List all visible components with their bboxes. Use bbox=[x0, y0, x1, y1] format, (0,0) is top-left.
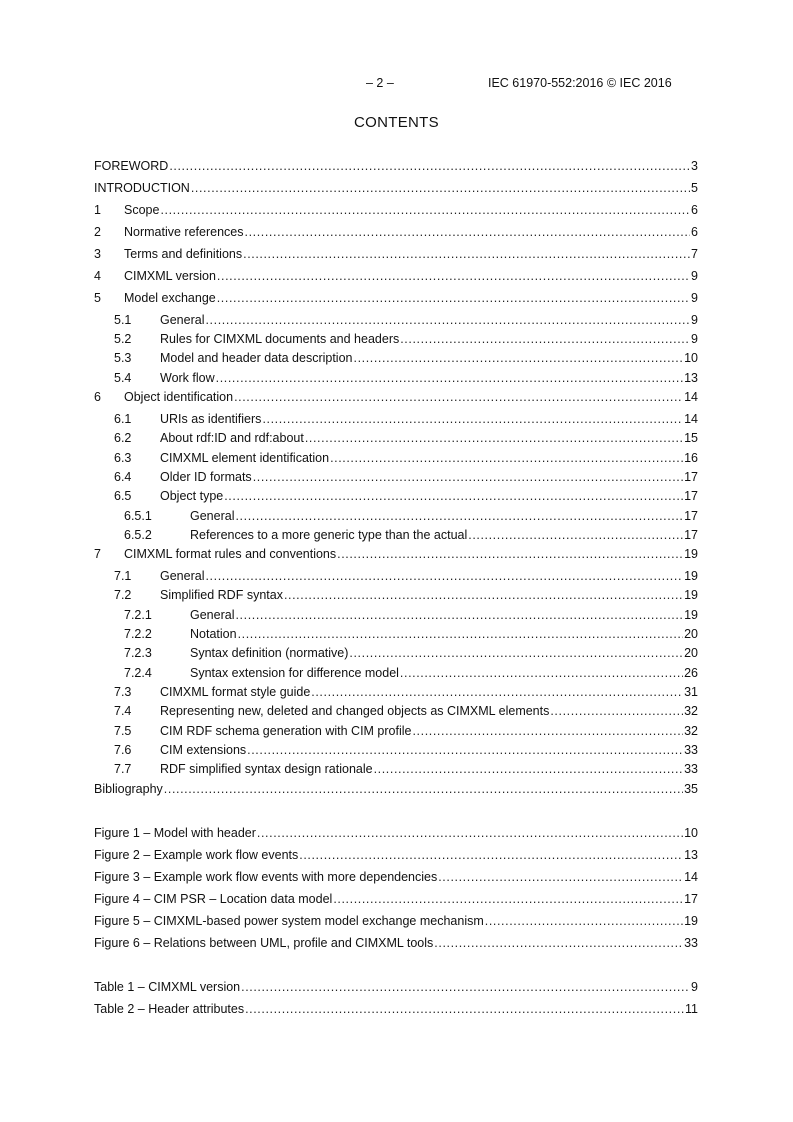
leader-dots bbox=[205, 569, 683, 583]
toc-number: 6 bbox=[94, 390, 101, 404]
leader-dots bbox=[224, 489, 683, 503]
leader-dots bbox=[245, 1002, 684, 1016]
contents-title: CONTENTS bbox=[354, 114, 439, 131]
leader-dots bbox=[247, 743, 683, 757]
leader-dots bbox=[191, 181, 690, 195]
toc-title: Object type bbox=[160, 489, 224, 503]
toc-number: 7.1 bbox=[114, 569, 132, 583]
toc-number: 6.5.2 bbox=[124, 528, 152, 542]
toc-entry[interactable] bbox=[94, 269, 698, 285]
leader-dots bbox=[217, 291, 690, 305]
toc-page: 26 bbox=[684, 666, 698, 680]
figure-entry[interactable] bbox=[94, 848, 698, 864]
leader-dots bbox=[434, 936, 683, 950]
figure-title: Figure 6 – Relations between UML, profile and CIMXML tools bbox=[94, 936, 434, 950]
toc-entry[interactable] bbox=[94, 371, 698, 387]
toc-entry[interactable] bbox=[94, 646, 698, 662]
toc-number: 7.2.1 bbox=[124, 608, 152, 622]
toc-title: Scope bbox=[124, 203, 160, 217]
leader-dots bbox=[305, 431, 683, 445]
page-number: – 2 – bbox=[366, 76, 394, 90]
leader-dots bbox=[349, 646, 683, 660]
toc-entry[interactable] bbox=[94, 225, 698, 241]
toc-number: 4 bbox=[94, 269, 101, 283]
figure-entry[interactable] bbox=[94, 870, 698, 886]
toc-number: 6.5 bbox=[114, 489, 132, 503]
standard-reference: IEC 61970-552:2016 © IEC 2016 bbox=[488, 76, 672, 90]
toc-title: Simplified RDF syntax bbox=[160, 588, 283, 602]
toc-entry[interactable] bbox=[94, 181, 698, 197]
toc-page: 5 bbox=[691, 181, 698, 195]
toc-number: 5.3 bbox=[114, 351, 132, 365]
toc-entry[interactable] bbox=[94, 351, 698, 367]
toc-title: Model and header data description bbox=[160, 351, 353, 365]
toc-entry[interactable] bbox=[94, 743, 698, 759]
leader-dots bbox=[160, 203, 690, 217]
toc-page: 17 bbox=[684, 489, 698, 503]
toc-page: 19 bbox=[684, 547, 698, 561]
toc-number: 6.4 bbox=[114, 470, 132, 484]
toc-number: 2 bbox=[94, 225, 101, 239]
toc-page: 35 bbox=[684, 782, 698, 796]
leader-dots bbox=[550, 704, 683, 718]
toc-page: 19 bbox=[684, 588, 698, 602]
leader-dots bbox=[257, 826, 683, 840]
leader-dots bbox=[235, 608, 683, 622]
toc-entry[interactable] bbox=[94, 608, 698, 624]
leader-dots bbox=[400, 666, 683, 680]
toc-entry[interactable] bbox=[94, 412, 698, 428]
toc-page: 20 bbox=[684, 627, 698, 641]
leader-dots bbox=[262, 412, 683, 426]
toc-number: 6.3 bbox=[114, 451, 132, 465]
toc-page: 15 bbox=[684, 431, 698, 445]
toc-page: 33 bbox=[684, 743, 698, 757]
figure-entry[interactable] bbox=[94, 892, 698, 908]
toc-page: 9 bbox=[691, 313, 698, 327]
leader-dots bbox=[164, 782, 683, 796]
toc-page: 19 bbox=[684, 608, 698, 622]
toc-page: 9 bbox=[691, 332, 698, 346]
figure-entry[interactable] bbox=[94, 936, 698, 952]
leader-dots bbox=[354, 351, 684, 365]
leader-dots bbox=[311, 685, 683, 699]
toc-title: Model exchange bbox=[124, 291, 216, 305]
toc-entry[interactable] bbox=[94, 666, 698, 682]
leader-dots bbox=[468, 528, 683, 542]
toc-page: 19 bbox=[684, 569, 698, 583]
toc-title: CIM extensions bbox=[160, 743, 247, 757]
toc-page: 17 bbox=[684, 509, 698, 523]
table-entry[interactable] bbox=[94, 1002, 698, 1018]
figure-page: 10 bbox=[684, 826, 698, 840]
toc-page: 6 bbox=[691, 203, 698, 217]
toc-entry[interactable] bbox=[94, 569, 698, 585]
toc-number: 5.4 bbox=[114, 371, 132, 385]
figure-title: Figure 4 – CIM PSR – Location data model bbox=[94, 892, 333, 906]
figure-page: 17 bbox=[684, 892, 698, 906]
toc-entry[interactable] bbox=[94, 547, 698, 563]
toc-title: Terms and definitions bbox=[124, 247, 243, 261]
toc-title: Object identification bbox=[124, 390, 234, 404]
toc-title: About rdf:ID and rdf:about bbox=[160, 431, 304, 445]
toc-number: 5.2 bbox=[114, 332, 132, 346]
toc-title: RDF simplified syntax design rationale bbox=[160, 762, 373, 776]
figure-title: Figure 3 – Example work flow events with more dependencies bbox=[94, 870, 438, 884]
table-entry[interactable] bbox=[94, 980, 698, 996]
table-page: 9 bbox=[691, 980, 698, 994]
table-title: Table 2 – Header attributes bbox=[94, 1002, 245, 1016]
leader-dots bbox=[374, 762, 684, 776]
leader-dots bbox=[205, 313, 690, 327]
figure-entry[interactable] bbox=[94, 914, 698, 930]
toc-title: Bibliography bbox=[94, 782, 163, 796]
toc-entry[interactable] bbox=[94, 627, 698, 643]
toc-page: 9 bbox=[691, 269, 698, 283]
figure-title: Figure 1 – Model with header bbox=[94, 826, 256, 840]
toc-entry[interactable] bbox=[94, 313, 698, 329]
leader-dots bbox=[438, 870, 683, 884]
toc-title: Older ID formats bbox=[160, 470, 252, 484]
toc-title: Normative references bbox=[124, 225, 244, 239]
toc-entry[interactable] bbox=[94, 451, 698, 467]
toc-title: General bbox=[160, 569, 205, 583]
toc-title: Notation bbox=[190, 627, 237, 641]
toc-page: 32 bbox=[684, 724, 698, 738]
leader-dots bbox=[243, 247, 690, 261]
toc-title: CIMXML format rules and conventions bbox=[124, 547, 337, 561]
toc-title: Syntax definition (normative) bbox=[190, 646, 349, 660]
leader-dots bbox=[169, 159, 690, 173]
toc-title: General bbox=[190, 509, 235, 523]
toc-entry[interactable] bbox=[94, 247, 698, 263]
table-page: 11 bbox=[685, 1002, 698, 1016]
toc-number: 7 bbox=[94, 547, 101, 561]
leader-dots bbox=[253, 470, 683, 484]
toc-number: 6.5.1 bbox=[124, 509, 152, 523]
toc-entry[interactable] bbox=[94, 489, 698, 505]
figure-page: 13 bbox=[684, 848, 698, 862]
toc-entry[interactable] bbox=[94, 782, 698, 798]
toc-entry[interactable] bbox=[94, 291, 698, 307]
toc-title: General bbox=[190, 608, 235, 622]
toc-page: 17 bbox=[684, 470, 698, 484]
toc-entry[interactable] bbox=[94, 390, 698, 406]
toc-title: Syntax extension for difference model bbox=[190, 666, 399, 680]
toc-title: CIMXML version bbox=[124, 269, 216, 283]
toc-entry[interactable] bbox=[94, 159, 698, 175]
leader-dots bbox=[245, 225, 691, 239]
toc-entry[interactable] bbox=[94, 762, 698, 778]
toc-page: 13 bbox=[684, 371, 698, 385]
figure-page: 19 bbox=[684, 914, 698, 928]
leader-dots bbox=[216, 371, 683, 385]
leader-dots bbox=[333, 892, 683, 906]
toc-entry[interactable] bbox=[94, 528, 698, 544]
toc-entry[interactable] bbox=[94, 470, 698, 486]
toc-entry[interactable] bbox=[94, 203, 698, 219]
leader-dots bbox=[235, 509, 683, 523]
toc-page: 16 bbox=[684, 451, 698, 465]
leader-dots bbox=[337, 547, 683, 561]
figure-page: 33 bbox=[684, 936, 698, 950]
table-title: Table 1 – CIMXML version bbox=[94, 980, 241, 994]
leader-dots bbox=[238, 627, 684, 641]
toc-entry[interactable] bbox=[94, 588, 698, 604]
leader-dots bbox=[217, 269, 690, 283]
toc-title: Work flow bbox=[160, 371, 215, 385]
toc-number: 5 bbox=[94, 291, 101, 305]
toc-number: 6.2 bbox=[114, 431, 132, 445]
toc-title: CIM RDF schema generation with CIM profile bbox=[160, 724, 412, 738]
toc-title: Representing new, deleted and changed objects as CIMXML elements bbox=[160, 704, 550, 718]
leader-dots bbox=[330, 451, 683, 465]
toc-page: 31 bbox=[684, 685, 698, 699]
toc-number: 6.1 bbox=[114, 412, 132, 426]
toc-number: 7.6 bbox=[114, 743, 132, 757]
figure-title: Figure 2 – Example work flow events bbox=[94, 848, 299, 862]
toc-title: General bbox=[160, 313, 205, 327]
toc-number: 7.4 bbox=[114, 704, 132, 718]
toc-number: 3 bbox=[94, 247, 101, 261]
toc-page: 14 bbox=[684, 412, 698, 426]
toc-number: 7.2 bbox=[114, 588, 132, 602]
toc-entry[interactable] bbox=[94, 332, 698, 348]
toc-title: FOREWORD bbox=[94, 159, 169, 173]
leader-dots bbox=[284, 588, 683, 602]
toc-number: 7.2.2 bbox=[124, 627, 152, 641]
leader-dots bbox=[299, 848, 683, 862]
toc-entry[interactable] bbox=[94, 431, 698, 447]
toc-title: Rules for CIMXML documents and headers bbox=[160, 332, 400, 346]
toc-number: 7.7 bbox=[114, 762, 132, 776]
leader-dots bbox=[234, 390, 683, 404]
toc-number: 7.3 bbox=[114, 685, 132, 699]
toc-page: 7 bbox=[691, 247, 698, 261]
toc-page: 14 bbox=[684, 390, 698, 404]
figure-title: Figure 5 – CIMXML-based power system model exchange mechanism bbox=[94, 914, 484, 928]
toc-title: INTRODUCTION bbox=[94, 181, 190, 195]
toc-page: 20 bbox=[684, 646, 698, 660]
toc-page: 33 bbox=[684, 762, 698, 776]
toc-title: References to a more generic type than the actual bbox=[190, 528, 468, 542]
figure-page: 14 bbox=[684, 870, 698, 884]
leader-dots bbox=[400, 332, 690, 346]
toc-number: 7.5 bbox=[114, 724, 132, 738]
toc-title: CIMXML element identification bbox=[160, 451, 330, 465]
toc-entry[interactable] bbox=[94, 704, 698, 720]
toc-entry[interactable] bbox=[94, 724, 698, 740]
figure-entry[interactable] bbox=[94, 826, 698, 842]
toc-number: 5.1 bbox=[114, 313, 132, 327]
toc-number: 7.2.3 bbox=[124, 646, 152, 660]
toc-page: 6 bbox=[691, 225, 698, 239]
toc-title: URIs as identifiers bbox=[160, 412, 262, 426]
toc-entry[interactable] bbox=[94, 509, 698, 525]
toc-page: 10 bbox=[684, 351, 698, 365]
leader-dots bbox=[412, 724, 683, 738]
leader-dots bbox=[485, 914, 683, 928]
toc-number: 1 bbox=[94, 203, 101, 217]
toc-entry[interactable] bbox=[94, 685, 698, 701]
leader-dots bbox=[241, 980, 690, 994]
toc-number: 7.2.4 bbox=[124, 666, 152, 680]
toc-page: 17 bbox=[684, 528, 698, 542]
toc-page: 3 bbox=[691, 159, 698, 173]
toc-page: 9 bbox=[691, 291, 698, 305]
toc-title: CIMXML format style guide bbox=[160, 685, 311, 699]
toc-page: 32 bbox=[684, 704, 698, 718]
